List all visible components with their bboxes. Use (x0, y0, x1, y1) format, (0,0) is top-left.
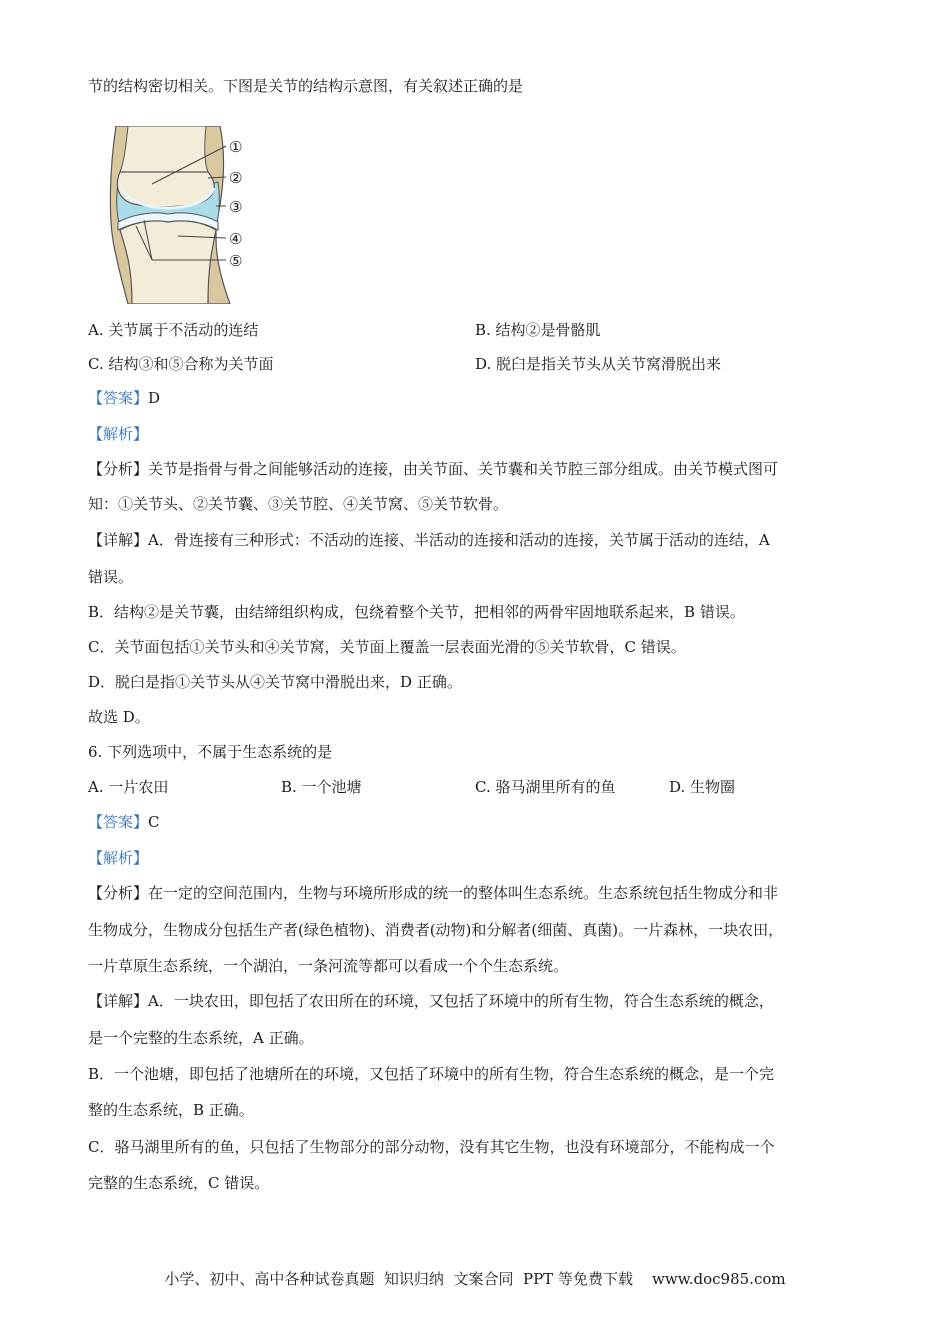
detail-text: A．骨连接有三种形式：不活动的连接、半活动的连接和活动的连接，关节属于活动的连结，A (148, 531, 770, 549)
q5-option-a: A. 关节属于不活动的连结 (88, 321, 259, 339)
lower-bone-icon (120, 221, 216, 304)
upper-bone-icon (120, 126, 208, 172)
fenxi-text: 关节是指骨与骨之间能够活动的连接，由关节面、关节囊和关节腔三部分组成。由关节模式图可 (148, 460, 779, 478)
q6-detail-b-line-1: B．一个池塘，即包括了池塘所在的环境，又包括了环境中的所有生物，符合生态系统的概念，是一个完 (88, 1065, 775, 1083)
q5-conclusion: 故选 D。 (88, 708, 150, 726)
q5-fenxi-line-1 (88, 458, 778, 480)
analysis-tag: 【解析】 (88, 849, 149, 867)
q6-fenxi-line-3: 一片草原生态系统，一个湖泊，一条河流等都可以看成一个个生态系统。 (88, 957, 569, 975)
answer-value: D (148, 389, 161, 407)
q6-detail-c-line-2: 完整的生态系统，C 错误。 (88, 1174, 270, 1192)
joint-structure-figure (108, 126, 268, 304)
figure-label-2: ② (229, 169, 243, 187)
fenxi-text: 在一定的空间范围内，生物与环境所形成的统一的整体叫生态系统。生态系统包括生物成分和非 (148, 884, 779, 902)
detail-tag: 【详解】 (88, 531, 149, 549)
analysis-tag: 【解析】 (88, 425, 149, 443)
figure-label-5: ⑤ (229, 252, 243, 270)
q6-fenxi-line-1 (88, 882, 778, 904)
q5-option-d: D. 脱臼是指关节头从关节窝滑脱出来 (475, 355, 722, 373)
fenxi-tag: 【分析】 (88, 460, 149, 478)
q6-option-b: B. 一个池塘 (281, 778, 362, 796)
q5-analysis-heading (88, 423, 148, 445)
q6-option-a: A. 一片农田 (88, 778, 169, 796)
figure-label-3: ③ (229, 198, 243, 216)
q6-answer (88, 811, 160, 833)
q5-answer (88, 387, 160, 409)
q6-analysis-heading (88, 847, 148, 869)
q5-detail-d: D．脱臼是指①关节头从④关节窝中滑脱出来，D 正确。 (88, 673, 462, 691)
q5-detail-line-2: 错误。 (88, 568, 134, 586)
q6-option-c: C. 骆马湖里所有的鱼 (475, 778, 616, 796)
q5-detail-line-1 (88, 529, 770, 551)
detail-text: A．一块农田，即包括了农田所在的环境，又包括了环境中的所有生物，符合生态系统的概念， (148, 992, 774, 1010)
intro-line: 节的结构密切相关。下图是关节的结构示意图，有关叙述正确的是 (88, 77, 524, 95)
answer-value: C (148, 813, 160, 831)
detail-tag: 【详解】 (88, 992, 149, 1010)
q5-fenxi-line-2: 知：①关节头、②关节囊、③关节腔、④关节窝、⑤关节软骨。 (88, 495, 509, 513)
figure-label-1: ① (229, 138, 243, 156)
q6-option-d: D. 生物圈 (669, 778, 736, 796)
answer-tag: 【答案】 (88, 813, 149, 831)
q5-detail-c: C．关节面包括①关节头和④关节窝，关节面上覆盖一层表面光滑的⑤关节软骨，C 错误。 (88, 638, 686, 656)
q5-detail-b: B．结构②是关节囊，由结缔组织构成，包绕着整个关节，把相邻的两骨牢固地联系起来，B 错误。 (88, 603, 745, 621)
page-footer: 小学、初中、高中各种试卷真题 知识归纳 文案合同 PPT 等免费下载 www.doc985.com (164, 1270, 786, 1288)
answer-tag: 【答案】 (88, 389, 149, 407)
q6-stem: 6. 下列选项中，不属于生态系统的是 (88, 743, 333, 761)
fenxi-tag: 【分析】 (88, 884, 149, 902)
q6-detail-line-1 (88, 990, 774, 1012)
q6-detail-c-line-1: C．骆马湖里所有的鱼，只包括了生物部分的部分动物，没有其它生物，也没有环境部分，不能构成一个 (88, 1138, 775, 1156)
q6-fenxi-line-2: 生物成分，生物成分包括生产者(绿色植物)、消费者(动物)和分解者(细菌、真菌)。一片森林，一块农田， (88, 921, 784, 939)
q5-option-c: C. 结构③和⑤合称为关节面 (88, 355, 274, 373)
q6-detail-line-2: 是一个完整的生态系统，A 正确。 (88, 1029, 314, 1047)
figure-label-4: ④ (229, 230, 243, 248)
joint-diagram (108, 126, 268, 304)
q5-option-b: B. 结构②是骨骼肌 (475, 321, 601, 339)
q6-detail-b-line-2: 整的生态系统，B 正确。 (88, 1101, 254, 1119)
